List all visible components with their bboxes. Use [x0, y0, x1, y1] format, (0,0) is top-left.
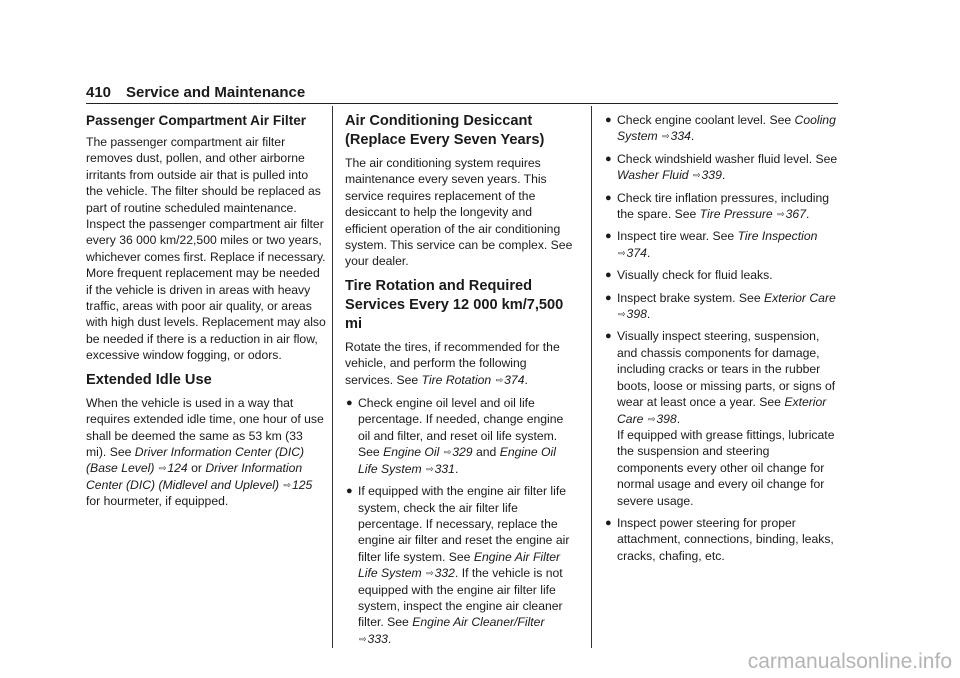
link-exterior-care[interactable]: Exterior Care	[617, 395, 827, 426]
column-3	[604, 112, 838, 570]
bullet-icon: ●	[346, 397, 353, 410]
list-item: ● Inspect brake system. See Exterior Care ⇨398.	[605, 290, 836, 322]
column-1	[86, 112, 326, 517]
bullet-icon: ●	[605, 516, 612, 529]
paragraph-tire-rotation: Rotate the tires, if recommended for the vehicle, and perform the following services. See Tire Rotation ⇨374.	[345, 339, 560, 387]
page-number: 410	[86, 84, 112, 101]
page-ref[interactable]: 367	[785, 207, 806, 222]
page-ref[interactable]: 374	[626, 245, 647, 260]
link-oil-life-system[interactable]: Engine Oil Life System	[358, 445, 556, 476]
list-item: ● Inspect tire wear. See Tire Inspection ⇨374.	[605, 229, 818, 260]
list-item: ● If equipped with the engine air filter life system, check the air filter life percentage. If necessary, replace the engine air filter and reset the engine air filter life system. See Engine Air Filter Life System ⇨332. If the vehicle is not equipped with the engine air filter life system, inspect the engine air cleaner filter. See Engine Air Cleaner/Filter ⇨333.	[346, 484, 570, 646]
heading-extended-idle: Extended Idle Use	[86, 371, 212, 388]
bullet-icon: ●	[605, 230, 612, 243]
page-ref[interactable]: 339	[701, 168, 722, 183]
link-engine-oil[interactable]: Engine Oil	[383, 445, 440, 460]
watermark: carmanualsonline.info	[747, 650, 952, 673]
bullet-icon: ●	[605, 191, 612, 204]
column-divider-left	[332, 106, 333, 648]
page-ref[interactable]: 125	[291, 477, 313, 492]
arrow-icon: ⇨	[777, 209, 785, 220]
bullet-icon: ●	[605, 291, 612, 304]
arrow-icon: ⇨	[495, 374, 504, 385]
arrow-icon: ⇨	[426, 463, 434, 474]
paragraph-air-filter: The passenger compartment air filter removes dust, pollen, and other airborne irritants from outside air that is pulled into the vehicle. The filter should be replaced as part of routine scheduled maintenance. Inspect the passenger compartment air filter every 36 000 km/22,500 miles or two years, whichever comes first. Replace if necessary. More frequent replacement may be needed if the vehicle is driven in areas with heavy traffic, areas with poor air quality, or areas with high dust levels. Replacement may also be needed if there is a reduction in air flow, excessive window fogging, or odors.	[86, 135, 326, 363]
arrow-icon: ⇨	[662, 131, 670, 142]
arrow-icon: ⇨	[647, 413, 656, 424]
header-divider	[86, 103, 838, 104]
heading-tire-rotation: Tire Rotation and Required Services Every 12 000 km/7,500 mi	[345, 277, 564, 332]
paragraph-ac-desiccant: The air conditioning system requires maintenance every seven years. This service requires replacement of the desiccant to help the longevity and efficient operation of the air conditioning system. This service can be complex. See your dealer.	[345, 156, 573, 269]
page-header	[86, 84, 838, 104]
service-list	[345, 395, 577, 647]
page-ref[interactable]: 398	[656, 411, 677, 426]
link-cooling-system[interactable]: Cooling System	[617, 113, 836, 144]
page-ref[interactable]: 333	[367, 631, 388, 646]
bullet-icon: ●	[605, 330, 612, 343]
bullet-icon: ●	[346, 485, 353, 498]
page-ref[interactable]: 329	[452, 445, 473, 460]
page-ref[interactable]: 332	[434, 566, 455, 581]
list-item: ● Visually inspect steering, suspension, and chassis components for damage, including cracks or tears in the rubber boots, loose or missing parts, or signs of wear at least once a year. See Exterior Care ⇨398. If equipped with grease fittings, lubricate the suspension and steering components every other oil change for normal usage and every oil change for severe usage.	[605, 329, 836, 508]
page-ref[interactable]: 374	[504, 372, 525, 387]
inspection-list	[604, 112, 838, 564]
arrow-icon: ⇨	[283, 479, 291, 490]
page-ref[interactable]: 124	[167, 461, 188, 476]
arrow-icon: ⇨	[443, 447, 452, 458]
link-tire-rotation[interactable]: Tire Rotation	[421, 372, 492, 387]
link-air-cleaner[interactable]: Engine Air Cleaner/Filter	[412, 615, 545, 630]
heading-ac-desiccant: Air Conditioning Desiccant (Replace Every Seven Years)	[345, 113, 545, 148]
link-tire-pressure[interactable]: Tire Pressure	[699, 207, 773, 222]
page-ref[interactable]: 398	[626, 307, 647, 322]
column-2	[345, 112, 577, 653]
bullet-icon: ●	[605, 114, 612, 126]
link-tire-inspection[interactable]: Tire Inspection	[737, 229, 818, 244]
link-dic-midlevel[interactable]: Driver Information Center (DIC) (Midlevel and Uplevel)	[86, 461, 303, 492]
list-item: ● Visually check for fluid leaks.	[605, 268, 773, 283]
heading-passenger-air-filter: Passenger Compartment Air Filter	[86, 113, 307, 128]
arrow-icon: ⇨	[426, 568, 434, 579]
link-air-filter-life[interactable]: Engine Air Filter Life System	[358, 549, 561, 581]
arrow-icon: ⇨	[618, 309, 626, 320]
section-title: Service and Maintenance	[126, 84, 306, 101]
link-washer-fluid[interactable]: Washer Fluid	[617, 168, 689, 183]
list-item: ● Check windshield washer fluid level. See Washer Fluid ⇨339.	[605, 151, 838, 183]
bullet-icon: ●	[605, 152, 612, 165]
list-item: ● Inspect power steering for proper attachment, connections, binding, leaks, cracks, chafing, etc.	[605, 515, 834, 563]
page-ref[interactable]: 334	[670, 129, 691, 144]
arrow-icon: ⇨	[359, 633, 367, 644]
bullet-icon: ●	[605, 269, 612, 282]
list-item: ● Check tire inflation pressures, including the spare. See Tire Pressure ⇨367.	[605, 190, 830, 222]
column-divider-right	[591, 106, 592, 648]
arrow-icon: ⇨	[618, 247, 626, 258]
list-item: ● Check engine oil level and oil life percentage. If needed, change engine oil and filter, and reset oil life system. See Engine Oil ⇨329 and Engine Oil Life System ⇨331.	[346, 396, 564, 476]
link-exterior-care[interactable]: Exterior Care	[764, 290, 836, 305]
paragraph-extended-idle: When the vehicle is used in a way that requires extended idle time, one hour of use shall be deemed the same as 53 km (33 mi). See Driver Information Center (DIC) (Base Level) ⇨124 or Driver Information Center (DIC) (Midlevel and Uplevel) ⇨125 for hourmeter, if equipped.	[86, 395, 324, 509]
arrow-icon: ⇨	[692, 170, 701, 181]
link-dic-base[interactable]: Driver Information Center (DIC) (Base Level)	[86, 444, 305, 476]
arrow-icon: ⇨	[158, 463, 167, 474]
list-item: ● Check engine coolant level. See Cooling System ⇨334.	[605, 113, 836, 144]
page-ref[interactable]: 331	[434, 461, 455, 476]
